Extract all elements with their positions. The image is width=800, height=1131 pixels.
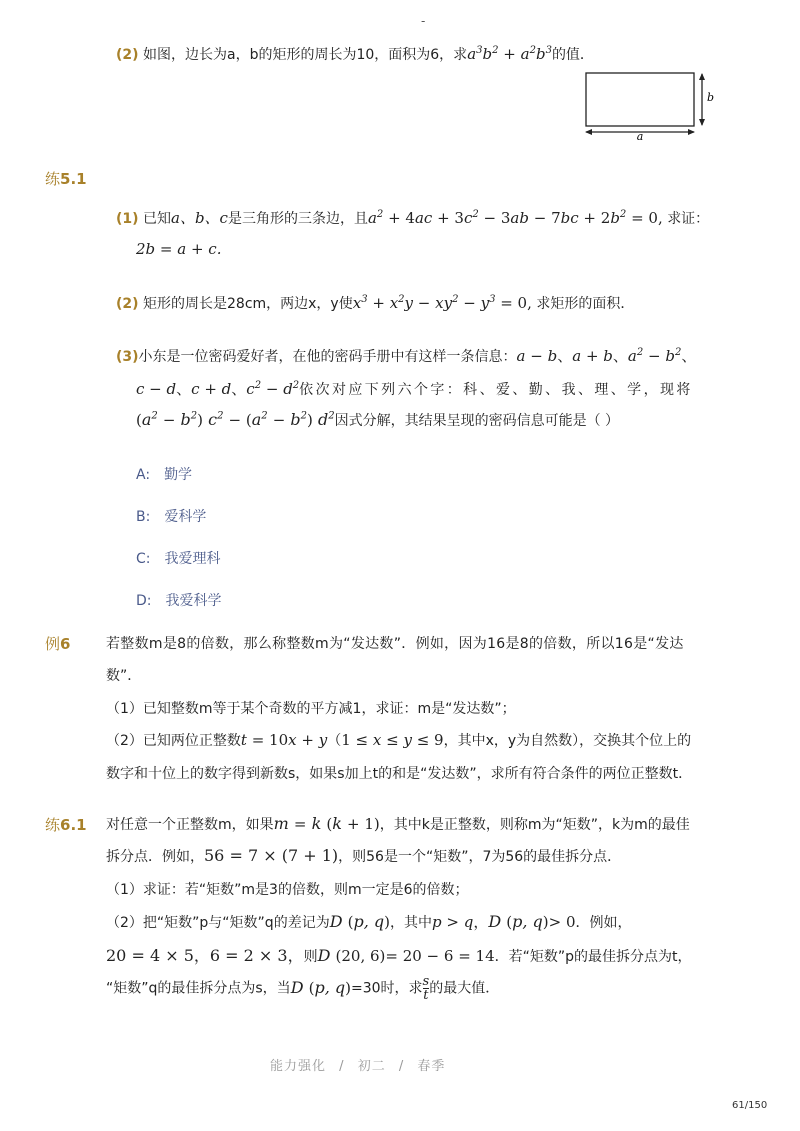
question-text: 对任意一个正整数m，如果 [106,817,274,833]
option-key: D: [136,593,152,609]
height-arrow-head-bottom [699,119,705,126]
footer-left: 能力强化 [270,1059,327,1074]
section-label-ex61 [45,814,87,835]
footer-separator: / [398,1059,405,1074]
question-text: 则 [303,949,318,965]
math-expression: 56 = 7 × (7 + 1) [204,846,339,865]
math-expression: $a^3b^2 + a^2b^3$ [467,45,552,63]
rect-question [116,44,594,64]
question-number: (2) [116,296,139,312]
top-mark: - [421,14,426,28]
section-number: 6.1 [60,816,87,834]
math-expression: t = 10x + y [240,731,328,749]
ex51-q1-line1 [116,207,709,228]
option-text: 我爱理科 [164,551,221,567]
ex6-line1: 若整数m是8的倍数，那么称整数m为“发达数”．例如，因为16是8的倍数，所以16是“发达 [106,636,684,652]
section-label-ex6 [45,633,70,654]
question-text: 求矩形的面积． [536,296,635,312]
ex6-line5: 数字和十位上的数字得到新数s，如果s加上t的和是“发达数”，求所有符合条件的两位正整数t． [106,766,693,782]
question-text: ，其中x，y为自然数），交换其个位上的 [443,733,692,749]
option-text: 爱科学 [164,509,207,525]
page-number: 61/150 [732,1100,768,1111]
label-b: b [707,91,715,104]
ex61-line5 [106,943,692,966]
section-prefix: 练 [45,816,61,834]
option-key: C: [136,551,151,567]
ex51-q3-line3 [136,410,619,430]
footer-right: 春季 [417,1059,446,1074]
question-text: （2）把“矩数”p与“矩数”q的差记为 [106,915,330,931]
math-expression: $x^3 + x^2y - xy^2 - y^3 = 0$, [352,294,532,312]
question-text: 的最大值． [429,980,500,997]
math-expression: D (p, q)> 0 [488,912,576,931]
ex6-line3: （1）已知整数m等于某个奇数的平方减1，求证：m是“发达数”； [106,701,516,717]
label-a: a [636,130,644,143]
option-b[interactable] [136,506,206,526]
rectangle-shape [586,73,694,126]
height-arrow-head-top [699,73,705,80]
ex51-q2 [116,293,634,313]
ex51-q3-line1 [116,345,696,366]
option-text: 勤学 [164,467,193,483]
option-a[interactable] [136,464,192,484]
option-d[interactable] [136,590,222,610]
math-expression: 20 = 4 × 5，6 = 2 × 3， [106,946,304,965]
fraction-s-over-t: $\frac{s}{t}$ [422,974,430,1003]
math-expression: a − b、a + b、$a^2 - b^2$、 [516,347,697,365]
question-number: (2) [116,47,139,63]
option-key: B: [136,509,151,525]
math-expression: $(a^2 - b^2) c^2 - (a^2 - b^2)$ $d^2$ [136,410,335,429]
question-text: ．若“矩数”p的最佳拆分点为t， [494,949,692,965]
math-expression: D (p, q) [329,912,390,931]
math-expression: p > q [432,913,474,931]
question-text: ，其中k是正整数，则称m为“矩数”，k为m的最佳 [379,817,690,833]
section-label-ex51 [45,168,87,189]
question-text: （2）已知两位正整数 [106,733,241,749]
question-number: (1) [116,211,139,227]
ex6-line4 [106,730,691,750]
ex61-line2 [106,846,621,866]
math-expression: c − d、c + d、$c^2 - d^2$ [136,380,300,398]
math-vars: a、b、c [171,209,228,227]
question-text: 矩形的周长是28cm，两边x，y使 [143,296,353,312]
question-text: 依次对应下列六个字：科、爱、勤、我、理、学，现将 [299,382,693,398]
question-text: 拆分点．例如， [106,849,204,865]
question-text: 小东是一位密码爱好者，在他的密码手册中有这样一条信息： [138,349,517,365]
footer-mid: 初二 [357,1059,386,1074]
ex61-line1 [106,814,690,834]
math-expression: 1 ≤ x ≤ y ≤ 9 [341,731,444,749]
math-expression: $a^2 + 4ac + 3c^2 - 3ab - 7bc + 2b^2 = 0$, [367,209,663,227]
question-text: ，其中 [390,915,432,931]
question-text: 求证： [667,211,710,227]
math-expression: D (p, q) [290,977,351,997]
footer-breadcrumb [270,1055,445,1074]
math-expression: D (20, 6)= 20 − 6 = 14 [317,946,495,965]
question-text: （ [327,733,342,749]
ex51-q3-line2 [136,378,693,399]
option-c[interactable] [136,548,221,568]
question-text: ，则56是一个“矩数”，7为56的最佳拆分点． [338,849,622,865]
option-text: 我爱科学 [165,593,222,609]
question-text: 已知 [143,211,171,227]
section-prefix: 例 [45,635,61,653]
section-prefix: 练 [45,170,61,188]
question-number: (3) [116,349,139,365]
ex51-q1-line2: 2b = a + c. [136,240,222,258]
footer-separator: / [339,1059,345,1074]
width-arrow-head-left [585,129,592,135]
question-text: 因式分解，其结果呈现的密码信息可能是（ ） [334,413,620,429]
question-text: “矩数”q的最佳拆分点为s，当 [106,980,291,997]
section-number: 6 [60,635,71,653]
section-number: 5.1 [60,170,87,188]
question-text: ．例如， [575,915,632,931]
question-text: =30时，求 [350,980,423,997]
math-expression: m = k (k + 1) [273,814,380,833]
ex61-line6 [106,975,499,1002]
rectangle-diagram [580,68,715,144]
option-key: A: [136,467,151,483]
ex6-line2: 数”． [106,668,142,684]
ex61-line3: （1）求证：若“矩数”m是3的倍数，则m一定是6的倍数； [106,882,469,898]
question-text-end: 的值． [551,47,594,63]
width-arrow-head-right [688,129,695,135]
question-text: 如图，边长为a，b的矩形的周长为10，面积为6，求 [143,47,468,63]
ex61-line4: （2）把“矩数”p与“矩数”q的差记为D (p, q)，其中p > q，D (p, q)> 0．例如， [106,912,632,931]
question-text: 是三角形的三条边，且 [227,211,368,227]
